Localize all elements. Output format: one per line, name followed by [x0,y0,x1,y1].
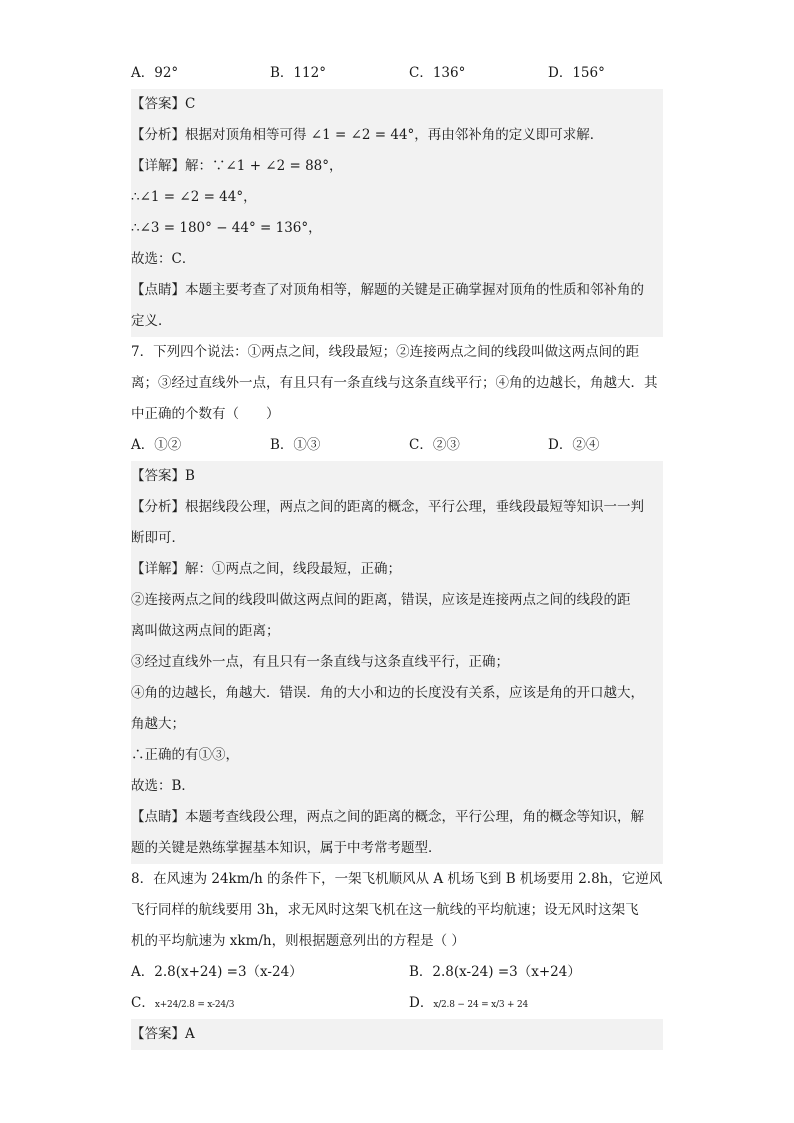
q8-stem-line: 飞行同样的航线要用 3h，求无风时这架飞机在这一航线的平均航速；设无风时这架飞 [131,902,639,918]
q8-option-d-equation: x/2.8 − 24 = x/3 + 24 [433,1000,529,1010]
q7-comment-line: 【点睛】本题考查线段公理，两点之间的距离的概念，平行公理，角的概念等知识，解 [131,809,644,825]
q7-comment-line: 题的关键是熟练掌握基本知识，属于中考常考题型． [131,840,442,856]
q8-options-cd [131,988,663,1019]
q7-detail-line: 角越大； [131,716,185,732]
q6-options [131,58,663,89]
q8-stem-line: 8．在风速为 24km/h 的条件下，一架飞机顺风从 A 机场飞到 B 机场要用 2.8h，它逆风 [131,871,663,887]
q8-answer: 【答案】A [131,1026,195,1042]
q7-analysis-line: 断即可． [131,530,185,546]
q7-detail-line: ③经过直线外一点，有且只有一条直线与这条直线平行，正确； [131,654,509,670]
q8-options-ab [131,957,663,988]
q8-option-c-equation: x+24/2.8 = x-24/3 [154,1000,235,1010]
q6-comment-line: 【点睛】本题主要考查了对顶角相等，解题的关键是正确掌握对顶角的性质和邻补角的 [131,282,644,298]
q7-answer: 【答案】B [131,468,195,484]
q7-options [131,430,663,461]
q7-option-c: C．②③ [409,437,460,453]
q7-detail-line: ②连接两点之间的线段叫做这两点间的距离，错误，应该是连接两点之间的线段的距 [131,592,631,608]
q8-solution [131,1019,663,1050]
q6-solution [131,89,663,337]
q8-option-d [409,988,528,1021]
q6-detail-line: 【详解】解：∵∠1 + ∠2 = 88°， [131,158,343,174]
q7-option-d: D．②④ [548,437,600,453]
q8-option-b: B．2.8(x-24) =3（x+24） [409,964,581,980]
q6-comment-line: 定义． [131,313,172,329]
q7-detail-line: ④角的边越长，角越大．错误．角的大小和边的长度没有关系，应该是角的开口越大， [131,685,644,701]
q8-stem-line: 机的平均航速为 xkm/h，则根据题意列出的方程是（ ） [131,933,465,949]
q7-option-b: B．①③ [270,437,321,453]
q7-stem-line: 7．下列四个说法：①两点之间，线段最短；②连接两点之间的线段叫做这两点间的距 [131,344,640,360]
q6-analysis: 【分析】根据对顶角相等可得 ∠1 = ∠2 = 44°，再由邻补角的定义即可求解． [131,127,604,143]
q6-option-d: D．156° [548,65,605,81]
q7-detail-line: 故选：B． [131,778,195,794]
q7-stem-line: 离；③经过直线外一点，有且只有一条直线与这条直线平行；④角的边越长，角越大．其 [131,375,658,391]
q6-detail-line: ∴∠1 = ∠2 = 44°， [131,189,257,205]
q7-detail-line: 【详解】解：①两点之间，线段最短，正确； [131,561,401,577]
q7-analysis-line: 【分析】根据线段公理，两点之间的距离的概念，平行公理，垂线段最短等知识一一判 [131,499,644,515]
q8-option-c [131,988,234,1021]
q7-stem-line: 中正确的个数有（ ） [131,406,280,422]
q7-solution [131,461,663,864]
q8-option-c-letter: C． [131,995,155,1011]
q7-option-a: A．①② [131,437,182,453]
q7-detail-line: 离叫做这两点间的距离； [131,623,280,639]
q6-option-a: A．92° [131,65,179,81]
q6-detail-line: 故选：C． [131,251,196,267]
q8-option-a: A．2.8(x+24) =3（x-24） [131,964,303,980]
q7-detail-line: ∴正确的有①③， [131,747,239,763]
q6-detail-line: ∴∠3 = 180° − 44° = 136°， [131,220,322,236]
q6-option-c: C．136° [409,65,466,81]
q6-option-b: B．112° [270,65,326,81]
q8-option-d-letter: D． [409,995,434,1011]
content-column [131,58,663,1050]
q6-answer: 【答案】C [131,96,196,112]
